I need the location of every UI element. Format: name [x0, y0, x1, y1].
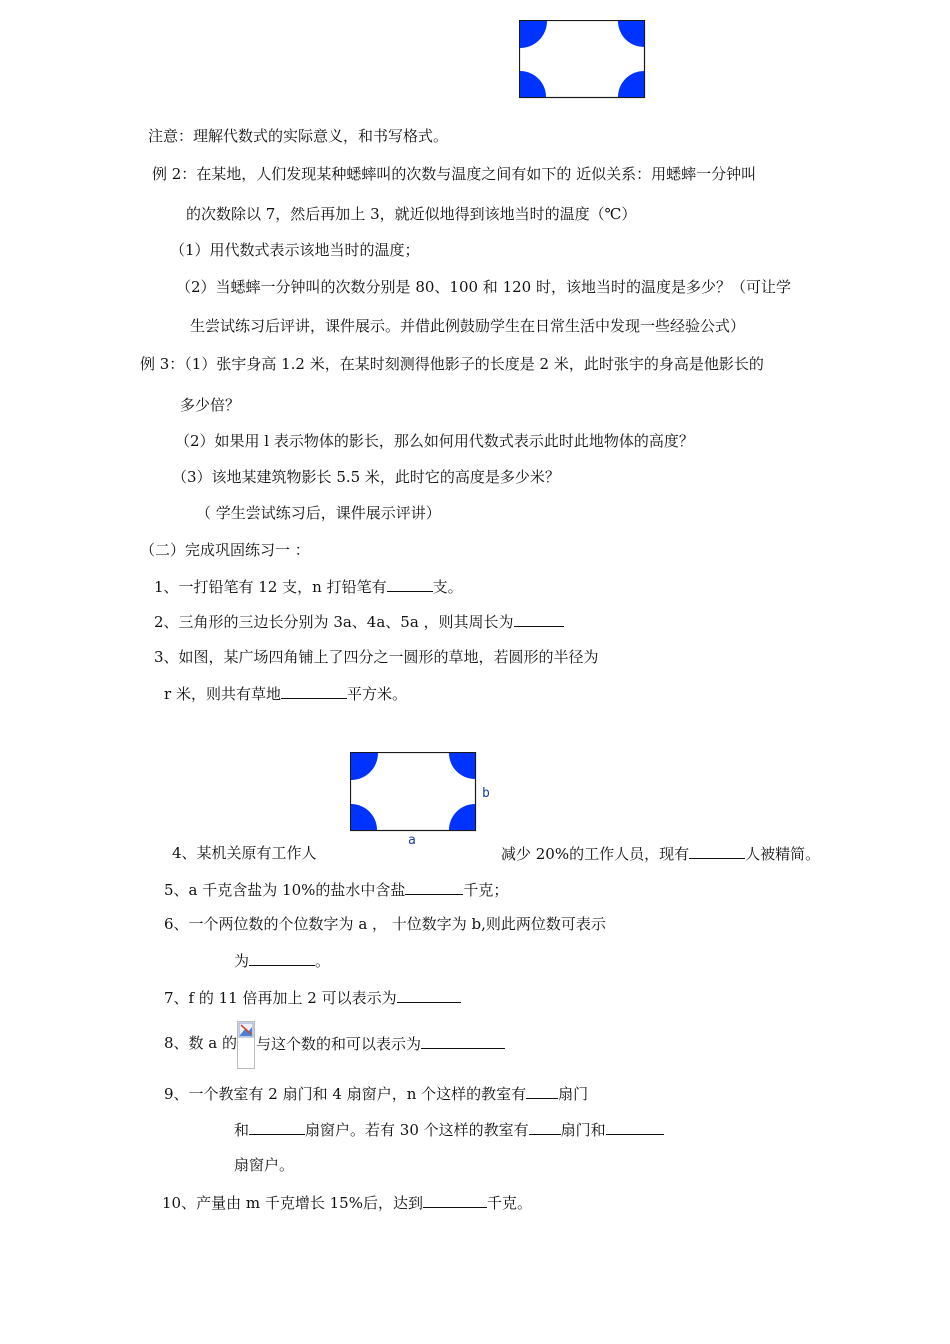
missing-formula-image	[237, 1021, 255, 1069]
exercise-3-line1: 3、如图，某广场四角铺上了四分之一圆形的草地，若圆形的半径为	[154, 648, 599, 666]
exercise-rectangle-figure	[350, 752, 477, 832]
answer-blank[interactable]	[249, 950, 315, 966]
example2-q1: （1）用代数式表示该地当时的温度；	[170, 241, 420, 259]
example2-q2-line1: （2）当蟋蟀一分钟叫的次数分别是 80、100 和 120 时，该地当时的温度是多少？（可让学	[176, 278, 791, 296]
answer-blank[interactable]	[405, 879, 463, 895]
example3-q2: （2）如果用 l 表示物体的影长，那么如何用代数式表示此时此地物体的高度？	[175, 432, 694, 450]
section2-heading: （二）完成巩固练习一 ：	[140, 541, 310, 559]
answer-blank[interactable]	[397, 987, 461, 1003]
figure-label-b: b	[482, 786, 490, 801]
answer-blank[interactable]	[606, 1119, 664, 1135]
answer-blank[interactable]	[689, 843, 745, 859]
example3-line2: 多少倍？	[180, 396, 241, 414]
exercise-9-line1: 9、一个教室有 2 扇门和 4 扇窗户，n 个这样的教室有 扇门	[164, 1085, 589, 1103]
example3-q3: （3）该地某建筑物影长 5.5 米，此时它的高度是多少米？	[172, 468, 560, 486]
answer-blank[interactable]	[281, 683, 347, 699]
broken-image-icon	[238, 1022, 254, 1038]
figure-label-a: a	[408, 833, 416, 848]
answer-blank[interactable]	[421, 1033, 505, 1049]
exercise-7: 7、f 的 11 倍再加上 2 可以表示为	[164, 987, 461, 1008]
exercise-10: 10、产量由 m 千克增长 15%后，达到 千克。	[162, 1194, 532, 1212]
answer-blank[interactable]	[526, 1083, 558, 1099]
exercise-5: 5、a 千克含盐为 10%的盐水中含盐 千克；	[164, 881, 509, 899]
exercise-8-right: 与这个数的和可以表示为	[256, 1033, 505, 1054]
answer-blank[interactable]	[423, 1192, 487, 1208]
answer-blank[interactable]	[249, 1119, 305, 1135]
exercise-9-line2: 和 扇窗户。若有 30 个这样的教室有 扇门和	[234, 1119, 664, 1140]
exercise-4-right: 减少 20%的工作人员，现有 人被精简。	[501, 845, 821, 863]
exercise-1: 1、一打铅笔有 12 支，n 打铅笔有 支。	[154, 578, 463, 596]
note-text: 注意：理解代数式的实际意义，和书写格式。	[148, 127, 449, 145]
exercise-6-line2: 为 。	[234, 952, 331, 970]
exercise-4-left: 4、某机关原有工作人	[172, 844, 317, 862]
answer-blank[interactable]	[387, 576, 433, 592]
example2-line1: 例 2：在某地，人们发现某种蟋蟀叫的次数与温度之间有如下的 近似关系：用蟋蟀一分钟叫	[152, 165, 757, 183]
example3-remark: （ 学生尝试练习后，课件展示评讲）	[196, 504, 441, 522]
answer-blank[interactable]	[514, 611, 564, 627]
exercise-6-line1: 6、一个两位数的个位数字为 a ， 十位数字为 b,则此两位数可表示	[164, 915, 606, 933]
top-rectangle-figure	[519, 20, 646, 99]
example3-line1: 例 3：（1）张宇身高 1.2 米，在某时刻测得他影子的长度是 2 米，此时张宇的身高是他影长的	[140, 355, 764, 373]
example2-line2: 的次数除以 7，然后再加上 3，就近似地得到该地当时的温度（℃）	[186, 205, 637, 223]
example2-q2-line2: 生尝试练习后评讲，课件展示。并借此例鼓励学生在日常生活中发现一些经验公式）	[190, 317, 746, 335]
exercise-9-line3: 扇窗户。	[234, 1156, 295, 1174]
exercise-3-line2: r 米，则共有草地 平方米。	[164, 685, 407, 703]
exercise-2: 2、三角形的三边长分别为 3a、4a、5a ，则其周长为	[154, 611, 564, 632]
answer-blank[interactable]	[529, 1119, 561, 1135]
exercise-8-left: 8、数 a 的	[164, 1034, 238, 1052]
